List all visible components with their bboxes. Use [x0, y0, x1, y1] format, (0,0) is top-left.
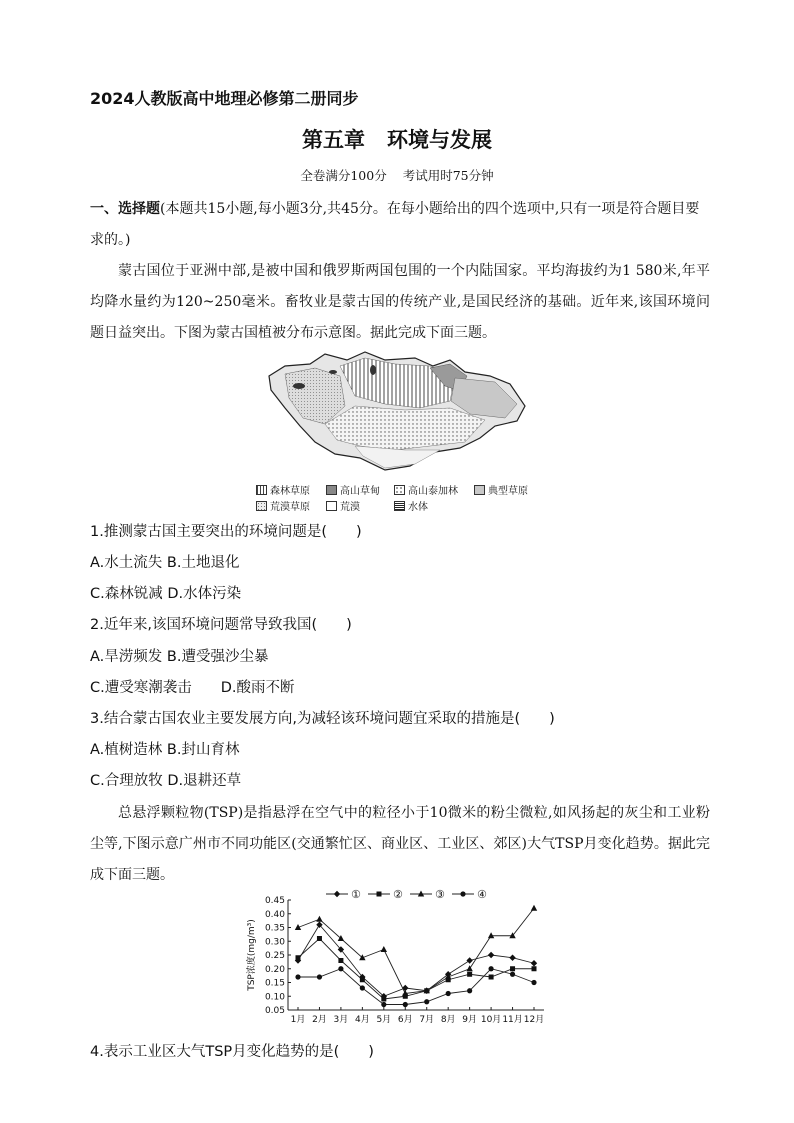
- section-title: 一、选择题: [90, 201, 160, 217]
- x-tick-label: 4月: [354, 1015, 370, 1025]
- desert-steppe-swatch: [256, 501, 267, 511]
- legend-3-point: [418, 891, 424, 897]
- question-3-options-c-d: C.合理放牧 D.退耕还草: [90, 773, 242, 789]
- legend-4-point: [460, 891, 465, 896]
- section-heading: [90, 194, 710, 256]
- series-3-point: [316, 916, 322, 922]
- series-4-point: [295, 974, 300, 979]
- y-tick-label: 0.45: [264, 896, 285, 906]
- question-2-options-a-b: A.旱涝频发 B.遭受强沙尘暴: [90, 649, 269, 665]
- x-tick-label: 11月: [502, 1015, 523, 1025]
- section-instruction: (本题共15小题,每小题3分,共45分。在每小题给出的四个选项中,只有一项是符合题目要求的。): [90, 201, 700, 248]
- desert-swatch: [326, 501, 337, 511]
- series-2-point: [510, 966, 515, 971]
- legend-2-point: [377, 892, 382, 897]
- x-tick-label: 8月: [440, 1015, 456, 1025]
- series-4-point: [317, 974, 322, 979]
- series-4-point: [488, 966, 493, 971]
- x-tick-label: 12月: [523, 1015, 545, 1025]
- series-4-point: [531, 980, 536, 985]
- x-tick-label: 2月: [312, 1015, 327, 1025]
- series-1-point: [466, 957, 472, 963]
- series-3-point: [531, 905, 537, 911]
- series-3-point: [381, 946, 387, 952]
- chapter-title: [0, 124, 794, 154]
- y-tick-label: 0.25: [264, 951, 285, 961]
- series-1-point: [488, 952, 494, 958]
- y-tick-label: 0.05: [264, 1006, 285, 1016]
- question-1-options-a-b: A.水土流失 B.土地退化: [90, 555, 240, 571]
- y-tick-label: 0.20: [264, 964, 285, 975]
- series-2-point: [489, 975, 494, 980]
- legend-label-1: ①: [351, 888, 361, 901]
- series-2-point: [467, 972, 472, 977]
- series-3-point: [466, 965, 472, 971]
- legend-forest-steppe: 森林草原: [256, 482, 310, 497]
- series-4-point: [424, 999, 429, 1004]
- legend-water: 水体: [394, 498, 428, 513]
- x-tick-label: 9月: [462, 1015, 478, 1025]
- passage-tsp: 总悬浮颗粒物(TSP)是指悬浮在空气中的粒径小于10微米的粉尘微粒,如风扬起的灰尘和工业粉尘等,下图示意广州市不同功能区(交通繁忙区、商业区、工业区、郊区)大气TSP月变化趋势。据此完成下面三题。: [90, 805, 710, 883]
- series-1-point: [531, 960, 537, 966]
- y-axis-label: TSP浓度(mg/m³): [247, 919, 257, 991]
- legend-typical-steppe: 典型草原: [474, 482, 528, 497]
- water-swatch: [394, 501, 405, 511]
- chapter-number: 第五章: [302, 128, 365, 152]
- x-tick-label: 7月: [419, 1015, 435, 1025]
- forest-steppe-swatch: [256, 485, 267, 495]
- series-4-point: [403, 1002, 408, 1007]
- alpine-taiga-swatch: [394, 485, 405, 495]
- map-legend: [256, 482, 556, 516]
- series-2-line: [298, 939, 534, 1000]
- series-1-point: [509, 955, 515, 961]
- legend-label-2: ②: [393, 888, 403, 901]
- series-4-point: [381, 1002, 386, 1007]
- legend-alpine-meadow: 高山草甸: [326, 482, 380, 497]
- y-tick-label: 0.40: [264, 909, 285, 920]
- series-4-point: [446, 991, 451, 996]
- series-2-point: [296, 955, 301, 960]
- legend-desert: 荒漠: [326, 498, 360, 513]
- x-tick-label: 6月: [397, 1015, 413, 1025]
- legend-1-point: [334, 891, 340, 897]
- x-tick-label: 3月: [333, 1015, 349, 1025]
- y-tick-label: 0.15: [264, 978, 285, 989]
- series-2-point: [360, 977, 365, 982]
- typical-steppe-swatch: [474, 485, 485, 495]
- chapter-name: 环境与发展: [387, 128, 492, 152]
- y-tick-label: 0.30: [264, 937, 285, 948]
- x-tick-label: 5月: [376, 1015, 392, 1025]
- series-2-point: [317, 936, 322, 941]
- series-4-point: [338, 966, 343, 971]
- question-4-stem: 4.表示工业区大气TSP月变化趋势的是( ): [90, 1044, 374, 1060]
- question-2-stem: 2.近年来,该国环境问题常导致我国( ): [90, 617, 352, 633]
- legend-label-3: ③: [435, 888, 445, 901]
- mongolia-vegetation-map: [255, 346, 545, 476]
- legend-alpine-taiga: 高山泰加林: [394, 482, 458, 497]
- series-2-point: [338, 958, 343, 963]
- question-1-options-c-d: C.森林锐减 D.水体污染: [90, 586, 242, 602]
- exam-meta: [0, 166, 794, 184]
- x-tick-label: 10月: [480, 1015, 502, 1025]
- question-3-stem: 3.结合蒙古国农业主要发展方向,为减轻该环境问题宜采取的措施是( ): [90, 711, 555, 727]
- series-3-line: [298, 908, 534, 993]
- series-4-point: [360, 985, 365, 990]
- time-limit: 考试用时75分钟: [402, 168, 494, 183]
- series-4-point: [467, 988, 472, 993]
- question-3-options-a-b: A.植树造林 B.封山育林: [90, 742, 240, 758]
- tsp-line-chart: [236, 888, 566, 1030]
- series-3-point: [488, 932, 494, 938]
- passage-mongolia: 蒙古国位于亚洲中部,是被中国和俄罗斯两国包围的一个内陆国家。平均海拔约为1 580米,年平均降水量约为120~250毫米。畜牧业是蒙古国的传统产业,是国民经济的基础。近年来,该国环境问题日益突出。下图为蒙古国植被分布示意图。据此完成下面三题。: [90, 263, 710, 341]
- series-2-point: [532, 966, 537, 971]
- question-1-stem: 1.推测蒙古国主要突出的环境问题是( ): [90, 524, 362, 540]
- series-4-point: [510, 972, 515, 977]
- legend-label-4: ④: [477, 888, 487, 901]
- x-tick-label: 1月: [290, 1015, 306, 1025]
- legend-desert-steppe: 荒漠草原: [256, 498, 310, 513]
- y-tick-label: 0.35: [264, 923, 285, 934]
- series-title: 2024人教版高中地理必修第二册同步: [90, 89, 359, 108]
- question-2-options-c-d: C.遭受寒潮袭击 D.酸雨不断: [90, 680, 295, 696]
- y-tick-label: 0.10: [264, 992, 285, 1003]
- full-score: 全卷满分100分: [300, 168, 387, 183]
- alpine-meadow-swatch: [326, 485, 337, 495]
- series-2-point: [381, 997, 386, 1002]
